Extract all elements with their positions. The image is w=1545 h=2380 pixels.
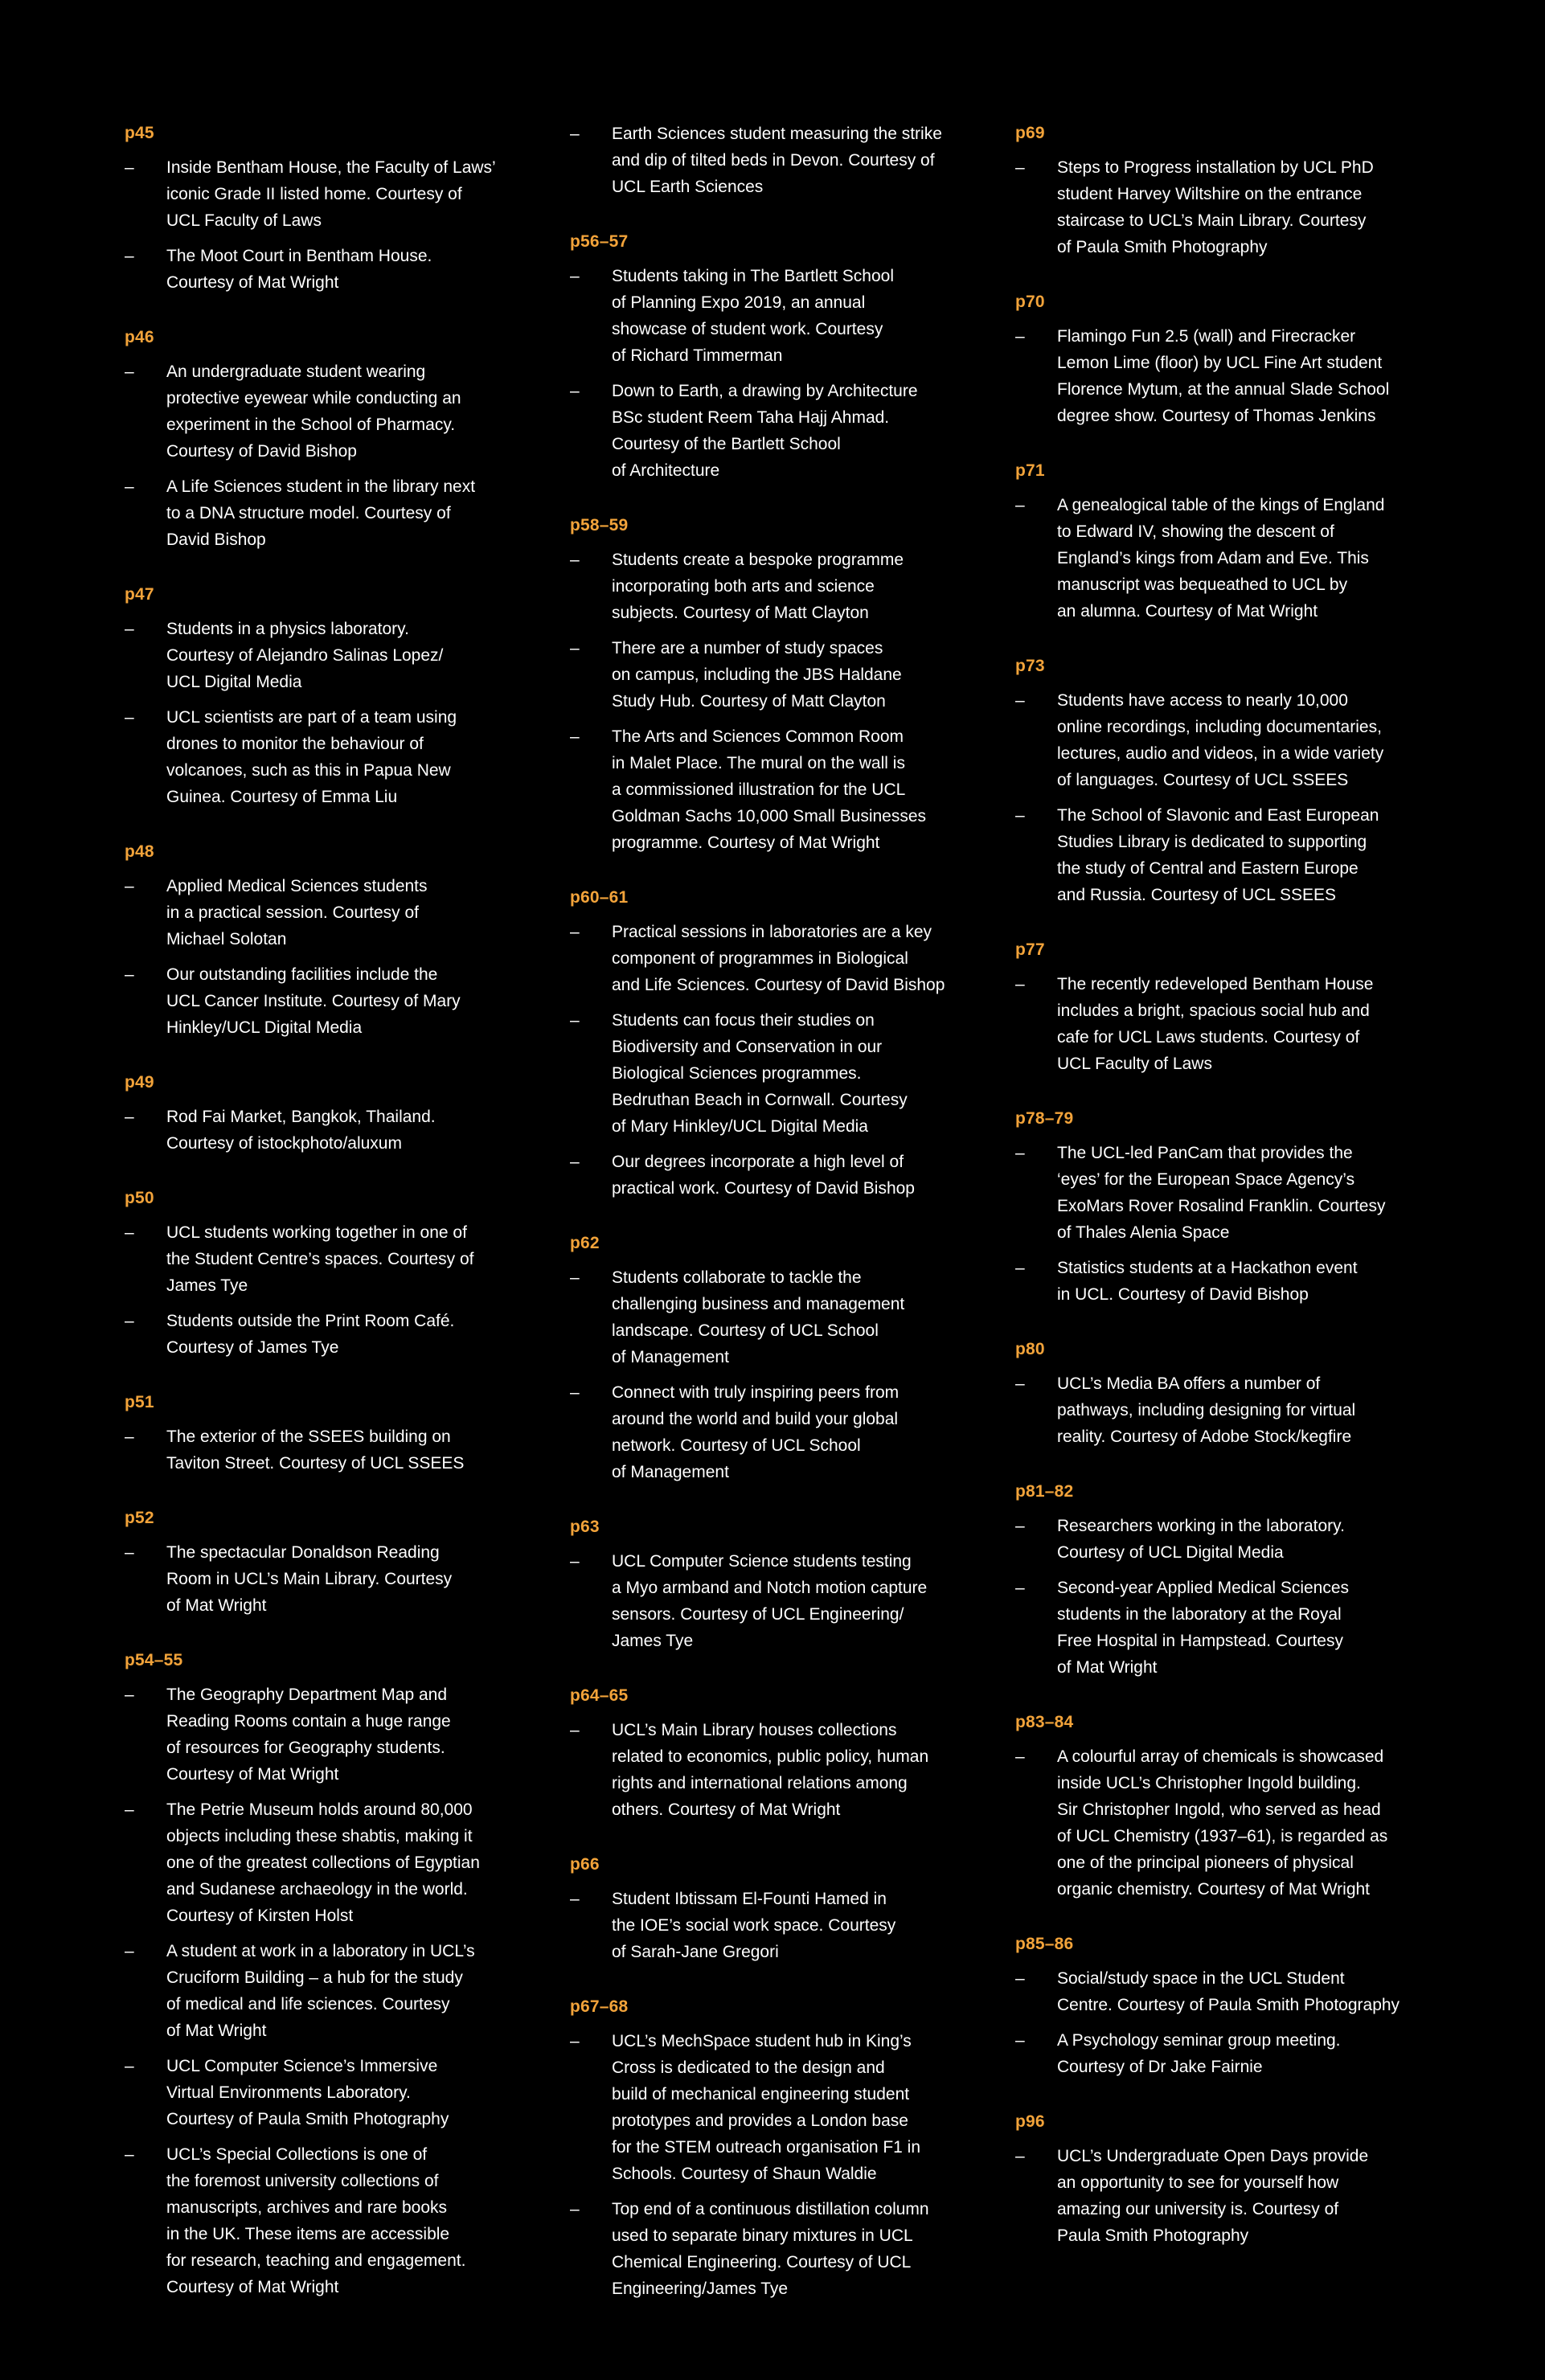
- credits-column-2: [570, 121, 964, 2331]
- list-dash: –: [1015, 2031, 1025, 2050]
- list-dash: –: [125, 620, 134, 638]
- page-reference-heading: p67–68: [570, 1997, 629, 2016]
- credit-text: A genealogical table of the kings of England to Edward IV, showing the descent of England’s kings from Adam and Eve. This manuscript was bequeathed to UCL by an alumna. Courtesy of Mat Wright: [1057, 496, 1385, 621]
- list-dash: –: [125, 1686, 134, 1704]
- list-dash: –: [570, 1153, 580, 1171]
- page-reference-heading: p66: [570, 1855, 600, 1874]
- credit-text: Top end of a continuous distillation column used to separate binary mixtures in UCL Chemical Engineering. Courtesy of UCL Engineering/James Tye: [612, 2200, 929, 2298]
- credit-entry: [125, 1104, 518, 1157]
- page-reference-heading: p80: [1015, 1340, 1045, 1358]
- credit-entry: [1015, 971, 1409, 1077]
- credit-entry: [125, 1308, 518, 1361]
- credit-section: [1015, 289, 1409, 429]
- credit-entry: [1015, 1965, 1409, 2018]
- credit-text: Second-year Applied Medical Sciences students in the laboratory at the Royal Free Hospital in Hampstead. Courtesy of Mat Wright: [1057, 1579, 1350, 1677]
- list-dash: –: [125, 1428, 134, 1446]
- credit-text: Researchers working in the laboratory. Courtesy of UCL Digital Media: [1057, 1517, 1345, 1562]
- list-dash: –: [570, 267, 580, 285]
- list-dash: –: [1015, 1747, 1025, 1766]
- credit-text: UCL students working together in one of the Student Centre’s spaces. Courtesy of James Tye: [166, 1223, 474, 1295]
- list-dash: –: [570, 1890, 580, 1908]
- list-dash: –: [570, 2032, 580, 2050]
- list-dash: –: [1015, 975, 1025, 993]
- credit-text: The exterior of the SSEES building on Taviton Street. Courtesy of UCL SSEES: [166, 1428, 465, 1473]
- credit-text: A student at work in a laboratory in UCL’s Cruciform Building – a hub for the study of medical and life sciences. Courtesy of Mat Wright: [166, 1942, 475, 2040]
- list-dash: –: [570, 382, 580, 400]
- list-dash: –: [1015, 1144, 1025, 1162]
- credit-text: UCL’s Special Collections is one of the foremost university collections of manuscripts, archives and rare books in the UK. These items are accessible for research, teaching and engagement. Courtesy of Mat Wright: [166, 2145, 466, 2296]
- list-dash: –: [125, 1543, 134, 1562]
- list-dash: –: [125, 1800, 134, 1819]
- list-dash: –: [125, 247, 134, 265]
- list-dash: –: [125, 1312, 134, 1330]
- credit-entry: [125, 1938, 518, 2044]
- credit-text: Our outstanding facilities include the UCL Cancer Institute. Courtesy of Mary Hinkley/UCL Digital Media: [166, 965, 461, 1037]
- credit-entry: [1015, 1743, 1409, 1903]
- credit-entry: [570, 635, 964, 715]
- list-dash: –: [570, 2200, 580, 2218]
- list-dash: –: [570, 1011, 580, 1030]
- page-reference-heading: p70: [1015, 293, 1045, 311]
- page-reference-heading: p45: [125, 124, 154, 142]
- page-reference-heading: p85–86: [1015, 1935, 1074, 1953]
- list-dash: –: [1015, 806, 1025, 825]
- credit-section: [1015, 1337, 1409, 1450]
- credit-entry: [125, 473, 518, 553]
- list-dash: –: [125, 158, 134, 177]
- credit-entry: [1015, 1255, 1409, 1308]
- list-dash: –: [125, 708, 134, 727]
- credit-text: Flamingo Fun 2.5 (wall) and Firecracker Lemon Lime (floor) by UCL Fine Art student Florence Mytum, at the annual Slade School degree show. Courtesy of Thomas Jenkins: [1057, 327, 1390, 425]
- list-dash: –: [125, 2057, 134, 2075]
- credit-section: [1015, 937, 1409, 1077]
- page-reference-heading: p64–65: [570, 1686, 629, 1705]
- page-reference-heading: p81–82: [1015, 1482, 1074, 1501]
- page-reference-heading: p58–59: [570, 516, 629, 535]
- credit-text: UCL Computer Science’s Immersive Virtual Environments Laboratory. Courtesy of Paula Smith Photography: [166, 2057, 449, 2128]
- credit-text: Applied Medical Sciences students in a practical session. Courtesy of Michael Solotan: [166, 877, 428, 948]
- page-reference-heading: p60–61: [570, 888, 629, 907]
- credit-entry: [1015, 492, 1409, 625]
- credit-section: [1015, 458, 1409, 625]
- credit-text: Connect with truly inspiring peers from around the world and build your global network. Courtesy of UCL School of Management: [612, 1383, 900, 1481]
- list-dash: –: [1015, 1374, 1025, 1393]
- page-reference-heading: p54–55: [125, 1651, 183, 1669]
- credit-section: [125, 325, 518, 553]
- list-dash: –: [1015, 1259, 1025, 1277]
- page-reference-heading: p48: [125, 842, 154, 861]
- list-dash: –: [570, 727, 580, 746]
- credit-text: Students taking in The Bartlett School of Planning Expo 2019, an annual showcase of student work. Courtesy of Richard Timmerman: [612, 267, 894, 365]
- credit-entry: [570, 1886, 964, 1965]
- credit-section: [570, 1683, 964, 1823]
- list-dash: –: [125, 1108, 134, 1126]
- credit-entry: [570, 1717, 964, 1823]
- credit-entry: [1015, 2143, 1409, 2249]
- credit-entry: [125, 154, 518, 234]
- list-dash: –: [1015, 158, 1025, 177]
- credit-entry: [1015, 154, 1409, 260]
- credit-section: [1015, 1479, 1409, 1681]
- list-dash: –: [125, 477, 134, 496]
- page-reference-heading: p49: [125, 1073, 154, 1092]
- list-dash: –: [570, 923, 580, 941]
- credit-entry: [125, 1423, 518, 1477]
- page-reference-heading: p73: [1015, 657, 1045, 675]
- list-dash: –: [1015, 1579, 1025, 1597]
- credit-entry: [125, 1682, 518, 1788]
- credit-text: Steps to Progress installation by UCL PhD student Harvey Wiltshire on the entrance staircase to UCL’s Main Library. Courtesy of Paula Smith Photography: [1057, 158, 1374, 256]
- credit-text: Inside Bentham House, the Faculty of Laws’ iconic Grade II listed home. Courtesy of UCL Faculty of Laws: [166, 158, 496, 230]
- credit-text: UCL scientists are part of a team using drones to monitor the behaviour of volcanoes, such as this in Papua New Guinea. Courtesy of Emma Liu: [166, 708, 457, 806]
- credit-entry: [125, 704, 518, 810]
- credit-text: The Moot Court in Bentham House. Courtesy of Mat Wright: [166, 247, 432, 292]
- credit-section: [1015, 2109, 1409, 2249]
- credit-section: [125, 1648, 518, 2300]
- list-dash: –: [125, 1942, 134, 1960]
- credit-text: Students in a physics laboratory. Courtesy of Alejandro Salinas Lopez/ UCL Digital Media: [166, 620, 444, 691]
- credit-section: [570, 885, 964, 1202]
- credit-text: Students have access to nearly 10,000 online recordings, including documentaries, lectures, audio and videos, in a wide variety of languages. Courtesy of UCL SSEES: [1057, 691, 1384, 789]
- list-dash: –: [570, 125, 580, 143]
- credit-entry: [125, 1796, 518, 1929]
- credit-entry: [125, 243, 518, 296]
- credit-section: [570, 121, 964, 200]
- credit-section: [1015, 1106, 1409, 1308]
- credit-entry: [125, 358, 518, 465]
- list-dash: –: [125, 2145, 134, 2164]
- credit-entry: [570, 547, 964, 626]
- page-reference-heading: p47: [125, 585, 154, 604]
- credit-text: A Psychology seminar group meeting. Courtesy of Dr Jake Fairnie: [1057, 2031, 1341, 2076]
- credit-section: [570, 513, 964, 856]
- list-dash: –: [570, 639, 580, 657]
- credit-entry: [125, 961, 518, 1041]
- credit-section: [125, 839, 518, 1041]
- list-dash: –: [570, 1268, 580, 1287]
- list-dash: –: [1015, 1517, 1025, 1535]
- credit-text: An undergraduate student wearing protective eyewear while conducting an experiment in the School of Pharmacy. Courtesy of David Bishop: [166, 363, 461, 461]
- credit-text: Social/study space in the UCL Student Centre. Courtesy of Paula Smith Photography: [1057, 1969, 1400, 2014]
- page-reference-heading: p71: [1015, 461, 1045, 480]
- list-dash: –: [125, 363, 134, 381]
- credit-entry: [570, 1264, 964, 1370]
- credit-entry: [570, 2028, 964, 2187]
- credit-text: There are a number of study spaces on campus, including the JBS Haldane Study Hub. Courtesy of Matt Clayton: [612, 639, 902, 711]
- credit-text: Our degrees incorporate a high level of practical work. Courtesy of David Bishop: [612, 1153, 915, 1198]
- credit-section: [125, 121, 518, 296]
- credit-section: [570, 1852, 964, 1965]
- credit-section: [1015, 121, 1409, 260]
- list-dash: –: [1015, 2147, 1025, 2165]
- credit-text: Students collaborate to tackle the challenging business and management landscape. Courtesy of UCL School of Management: [612, 1268, 905, 1366]
- credit-text: UCL’s Media BA offers a number of pathways, including designing for virtual reality. Courtesy of Adobe Stock/kegfire: [1057, 1374, 1356, 1446]
- page-reference-heading: p83–84: [1015, 1713, 1074, 1731]
- page-reference-heading: p51: [125, 1393, 154, 1411]
- page-reference-heading: p96: [1015, 2112, 1045, 2131]
- credit-text: A Life Sciences student in the library next to a DNA structure model. Courtesy of David Bishop: [166, 477, 476, 549]
- credit-entry: [1015, 1140, 1409, 1246]
- page-reference-heading: p63: [570, 1518, 600, 1536]
- list-dash: –: [1015, 496, 1025, 514]
- credit-text: Students outside the Print Room Café. Courtesy of James Tye: [166, 1312, 455, 1357]
- credit-section: [125, 1505, 518, 1619]
- credits-column-3: [1015, 121, 1409, 2278]
- credit-entry: [570, 1007, 964, 1140]
- list-dash: –: [125, 965, 134, 984]
- credit-entry: [570, 378, 964, 484]
- credit-text: Student Ibtissam El-Founti Hamed in the IOE’s social work space. Courtesy of Sarah-Jane Gregori: [612, 1890, 896, 1961]
- credit-entry: [125, 873, 518, 952]
- credit-section: [570, 1514, 964, 1654]
- credit-section: [570, 1994, 964, 2302]
- credit-text: Practical sessions in laboratories are a key component of programmes in Biological and Life Sciences. Courtesy of David Bishop: [612, 923, 945, 994]
- credit-section: [1015, 1710, 1409, 1903]
- credit-text: Down to Earth, a drawing by Architecture BSc student Reem Taha Hajj Ahmad. Courtesy of the Bartlett School of Architecture: [612, 382, 918, 480]
- credit-section: [570, 229, 964, 484]
- credit-text: The Arts and Sciences Common Room in Malet Place. The mural on the wall is a commissioned illustration for the UCL Goldman Sachs 10,000 Small Businesses programme. Courtesy of Mat Wright: [612, 727, 927, 852]
- credit-entry: [125, 2053, 518, 2132]
- credit-text: Earth Sciences student measuring the strike and dip of tilted beds in Devon. Courtesy of UCL Earth Sciences: [612, 125, 942, 196]
- list-dash: –: [1015, 1969, 1025, 1988]
- credits-column-1: [125, 121, 518, 2329]
- page-reference-heading: p77: [1015, 940, 1045, 959]
- page-reference-heading: p62: [570, 1234, 600, 1252]
- credit-section: [570, 1231, 964, 1485]
- credit-text: UCL’s Main Library houses collections related to economics, public policy, human rights and international relations among others. Courtesy of Mat Wright: [612, 1721, 929, 1819]
- credit-entry: [1015, 323, 1409, 429]
- page-reference-heading: p78–79: [1015, 1109, 1074, 1128]
- page-reference-heading: p50: [125, 1189, 154, 1207]
- credit-entry: [1015, 2027, 1409, 2080]
- credit-entry: [125, 2141, 518, 2300]
- credit-text: UCL Computer Science students testing a Myo armband and Notch motion capture sensors. Courtesy of UCL Engineering/ James Tye: [612, 1552, 928, 1650]
- credit-section: [1015, 653, 1409, 908]
- credit-entry: [125, 1539, 518, 1619]
- credit-section: [125, 582, 518, 810]
- list-dash: –: [125, 1223, 134, 1242]
- credit-entry: [570, 919, 964, 998]
- credit-text: Rod Fai Market, Bangkok, Thailand. Courtesy of istockphoto/aluxum: [166, 1108, 436, 1153]
- credit-entry: [570, 723, 964, 856]
- credit-entry: [125, 616, 518, 695]
- credit-entry: [1015, 687, 1409, 793]
- credit-text: A colourful array of chemicals is showcased inside UCL’s Christopher Ingold building. Sir Christopher Ingold, who served as head of UCL Chemistry (1937–61), is regarded as one of the principal pioneers of physical organic chemistry. Courtesy of Mat Wright: [1057, 1747, 1388, 1899]
- page-reference-heading: p52: [125, 1509, 154, 1527]
- list-dash: –: [125, 877, 134, 895]
- credit-text: UCL’s Undergraduate Open Days provide an opportunity to see for yourself how amazing our university is. Courtesy of Paula Smith Photography: [1057, 2147, 1369, 2245]
- credit-text: The spectacular Donaldson Reading Room in UCL’s Main Library. Courtesy of Mat Wright: [166, 1543, 453, 1615]
- credit-entry: [570, 121, 964, 200]
- credit-section: [1015, 1931, 1409, 2080]
- credit-entry: [1015, 1513, 1409, 1566]
- list-dash: –: [1015, 327, 1025, 346]
- credit-entry: [570, 263, 964, 369]
- credit-section: [125, 1390, 518, 1477]
- credit-entry: [570, 1149, 964, 1202]
- list-dash: –: [570, 1552, 580, 1571]
- credit-entry: [570, 1379, 964, 1485]
- credit-entry: [570, 2196, 964, 2302]
- credit-text: The School of Slavonic and East European Studies Library is dedicated to supporting the study of Central and Eastern Europe and Russia. Courtesy of UCL SSEES: [1057, 806, 1379, 904]
- credit-section: [125, 1070, 518, 1157]
- credit-text: Statistics students at a Hackathon event in UCL. Courtesy of David Bishop: [1057, 1259, 1358, 1304]
- page-reference-heading: p46: [125, 328, 154, 346]
- credit-entry: [1015, 1370, 1409, 1450]
- credit-text: The Petrie Museum holds around 80,000 objects including these shabtis, making it one of the greatest collections of Egyptian and Sudanese archaeology in the world. Courtesy of Kirsten Holst: [166, 1800, 480, 1925]
- list-dash: –: [1015, 691, 1025, 710]
- list-dash: –: [570, 551, 580, 569]
- credit-entry: [125, 1219, 518, 1299]
- credit-text: Students can focus their studies on Biodiversity and Conservation in our Biological Sciences programmes. Bedruthan Beach in Cornwall. Courtesy of Mary Hinkley/UCL Digital Media: [612, 1011, 908, 1136]
- credit-text: The Geography Department Map and Reading Rooms contain a huge range of resources for Geography students. Courtesy of Mat Wright: [166, 1686, 451, 1784]
- page-reference-heading: p56–57: [570, 232, 629, 251]
- credit-text: The UCL-led PanCam that provides the ‘eyes’ for the European Space Agency’s ExoMars Rover Rosalind Franklin. Courtesy of Thales Alenia Space: [1057, 1144, 1386, 1242]
- credit-section: [125, 1186, 518, 1361]
- credit-entry: [570, 1548, 964, 1654]
- credit-text: UCL’s MechSpace student hub in King’s Cross is dedicated to the design and build of mechanical engineering student prototypes and provides a London base for the STEM outreach organisation F1 in Schools. Courtesy of Shaun Waldie: [612, 2032, 921, 2183]
- credit-entry: [1015, 802, 1409, 908]
- credit-text: The recently redeveloped Bentham House includes a bright, spacious social hub and cafe for UCL Laws students. Courtesy of UCL Faculty of Laws: [1057, 975, 1374, 1073]
- list-dash: –: [570, 1721, 580, 1739]
- list-dash: –: [570, 1383, 580, 1402]
- credit-entry: [1015, 1575, 1409, 1681]
- page-reference-heading: p69: [1015, 124, 1045, 142]
- credit-text: Students create a bespoke programme incorporating both arts and science subjects. Courtesy of Matt Clayton: [612, 551, 904, 622]
